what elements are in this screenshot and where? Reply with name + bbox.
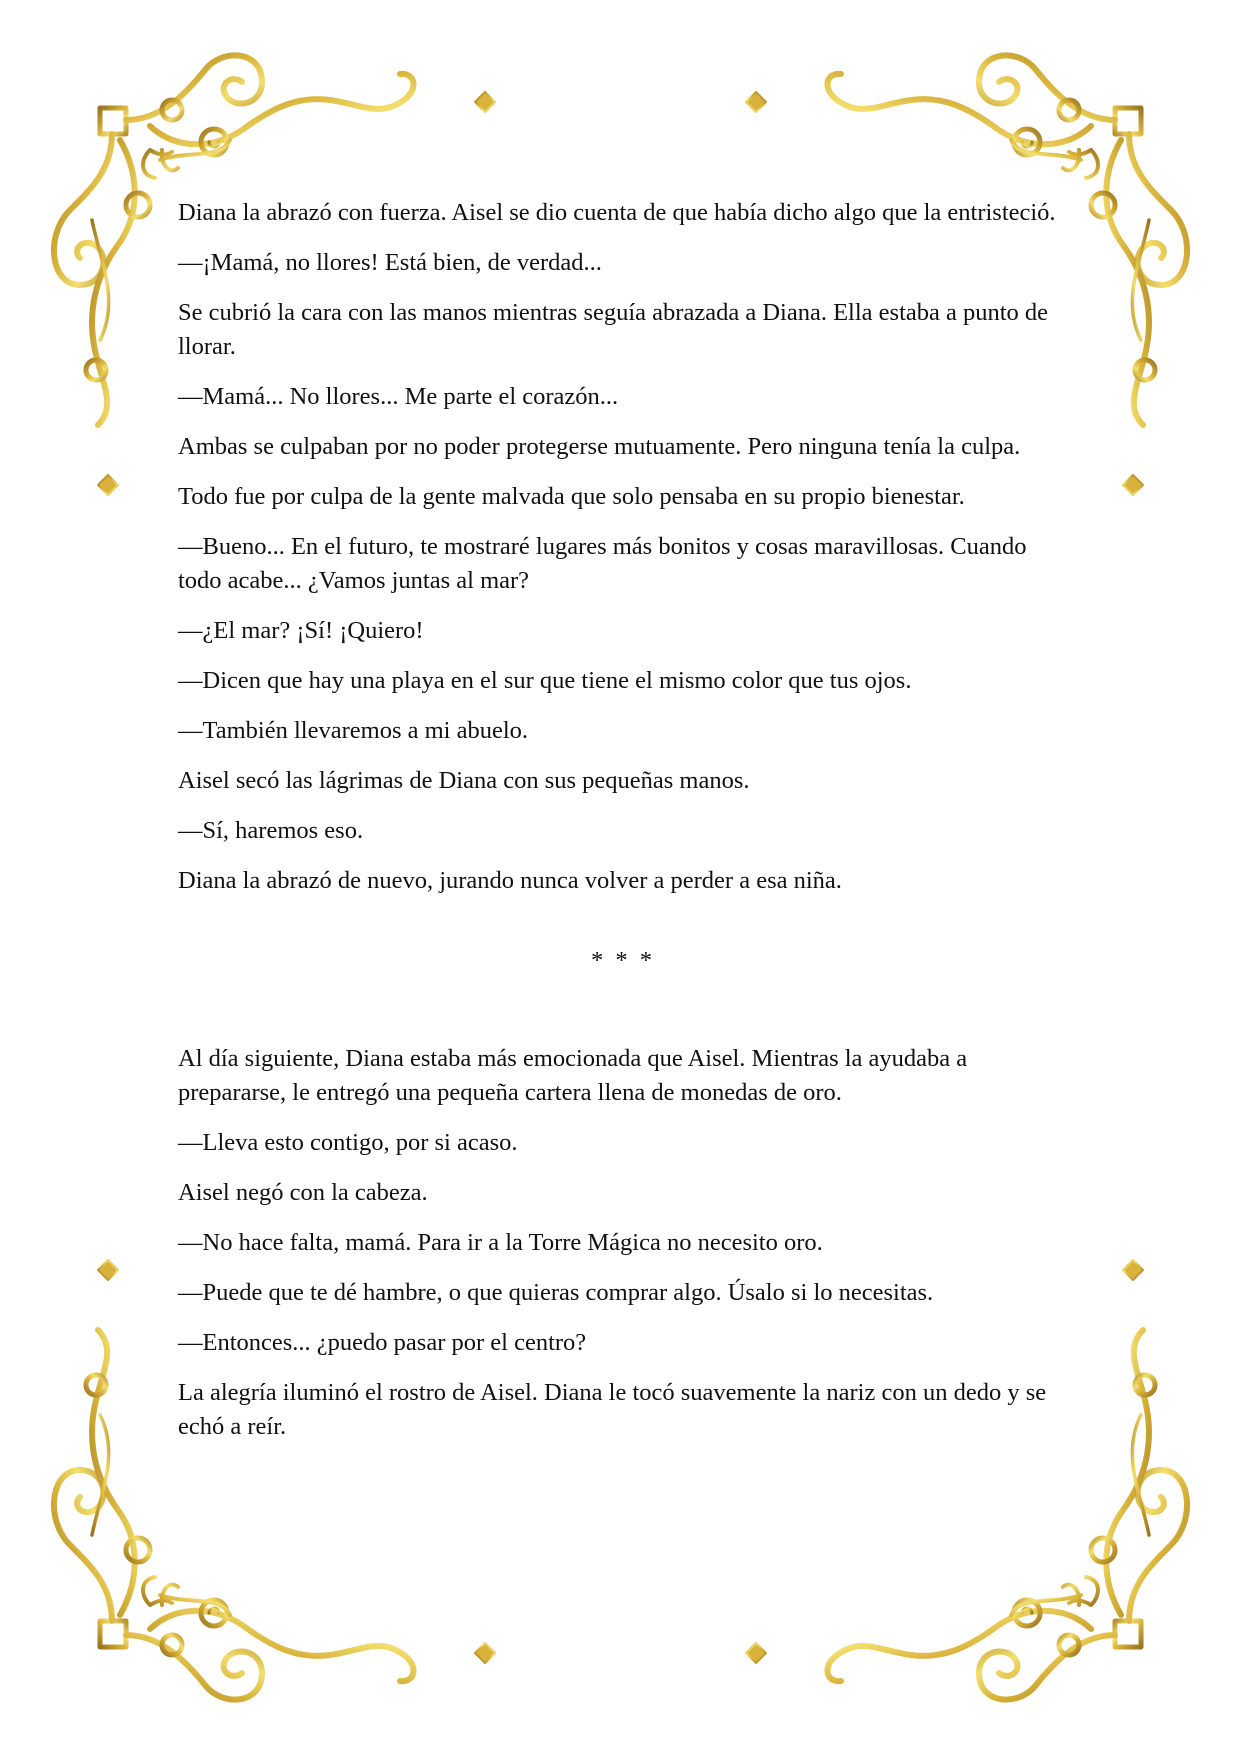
paragraph: —No hace falta, mamá. Para ir a la Torre Mágica no necesito oro. <box>178 1229 823 1256</box>
paragraph: —Dicen que hay una playa en el sur que tiene el mismo color que tus ojos. <box>178 667 912 694</box>
paragraph: Aisel negó con la cabeza. <box>178 1179 428 1206</box>
paragraph: —Bueno... En el futuro, te mostraré lugares más bonitos y cosas maravillosas. Cuando todo acabe... ¿Vamos juntas al mar? <box>178 533 1027 594</box>
paragraph: —Lleva esto contigo, por si acaso. <box>178 1129 518 1156</box>
paragraph: La alegría iluminó el rostro de Aisel. Diana le tocó suavemente la nariz con un dedo y se echó a reír. <box>178 1379 1047 1440</box>
paragraph: Se cubrió la cara con las manos mientras seguía abrazada a Diana. Ella estaba a punto de llorar. <box>178 299 1049 360</box>
scene-separator: * * * <box>591 947 655 974</box>
paragraph: —Puede que te dé hambre, o que quieras comprar algo. Úsalo si lo necesitas. <box>178 1279 934 1306</box>
paragraph: —Sí, haremos eso. <box>178 817 364 844</box>
paragraph: —También llevaremos a mi abuelo. <box>178 717 529 744</box>
paragraph: Ambas se culpaban por no poder protegerse mutuamente. Pero ninguna tenía la culpa. <box>178 433 1021 460</box>
paragraph: —Mamá... No llores... Me parte el corazón... <box>178 383 619 410</box>
paragraph: —¡Mamá, no llores! Está bien, de verdad... <box>178 249 602 276</box>
section-one <box>178 196 1068 898</box>
paragraph: —Entonces... ¿puedo pasar por el centro? <box>178 1329 587 1356</box>
paragraph: Al día siguiente, Diana estaba más emocionada que Aisel. Mientras la ayudaba a prepararse, le entregó una pequeña cartera llena de monedas de oro. <box>178 1045 968 1106</box>
paragraph: Diana la abrazó con fuerza. Aisel se dio cuenta de que había dicho algo que la entristeció. <box>178 199 1056 226</box>
paragraph: Todo fue por culpa de la gente malvada que solo pensaba en su propio bienestar. <box>178 483 965 510</box>
paragraph: —¿El mar? ¡Sí! ¡Quiero! <box>178 617 424 644</box>
story-text <box>178 196 1068 1460</box>
section-two <box>178 1042 1068 1444</box>
paragraph: Aisel secó las lágrimas de Diana con sus pequeñas manos. <box>178 767 750 794</box>
paragraph: Diana la abrazó de nuevo, jurando nunca volver a perder a esa niña. <box>178 867 842 894</box>
